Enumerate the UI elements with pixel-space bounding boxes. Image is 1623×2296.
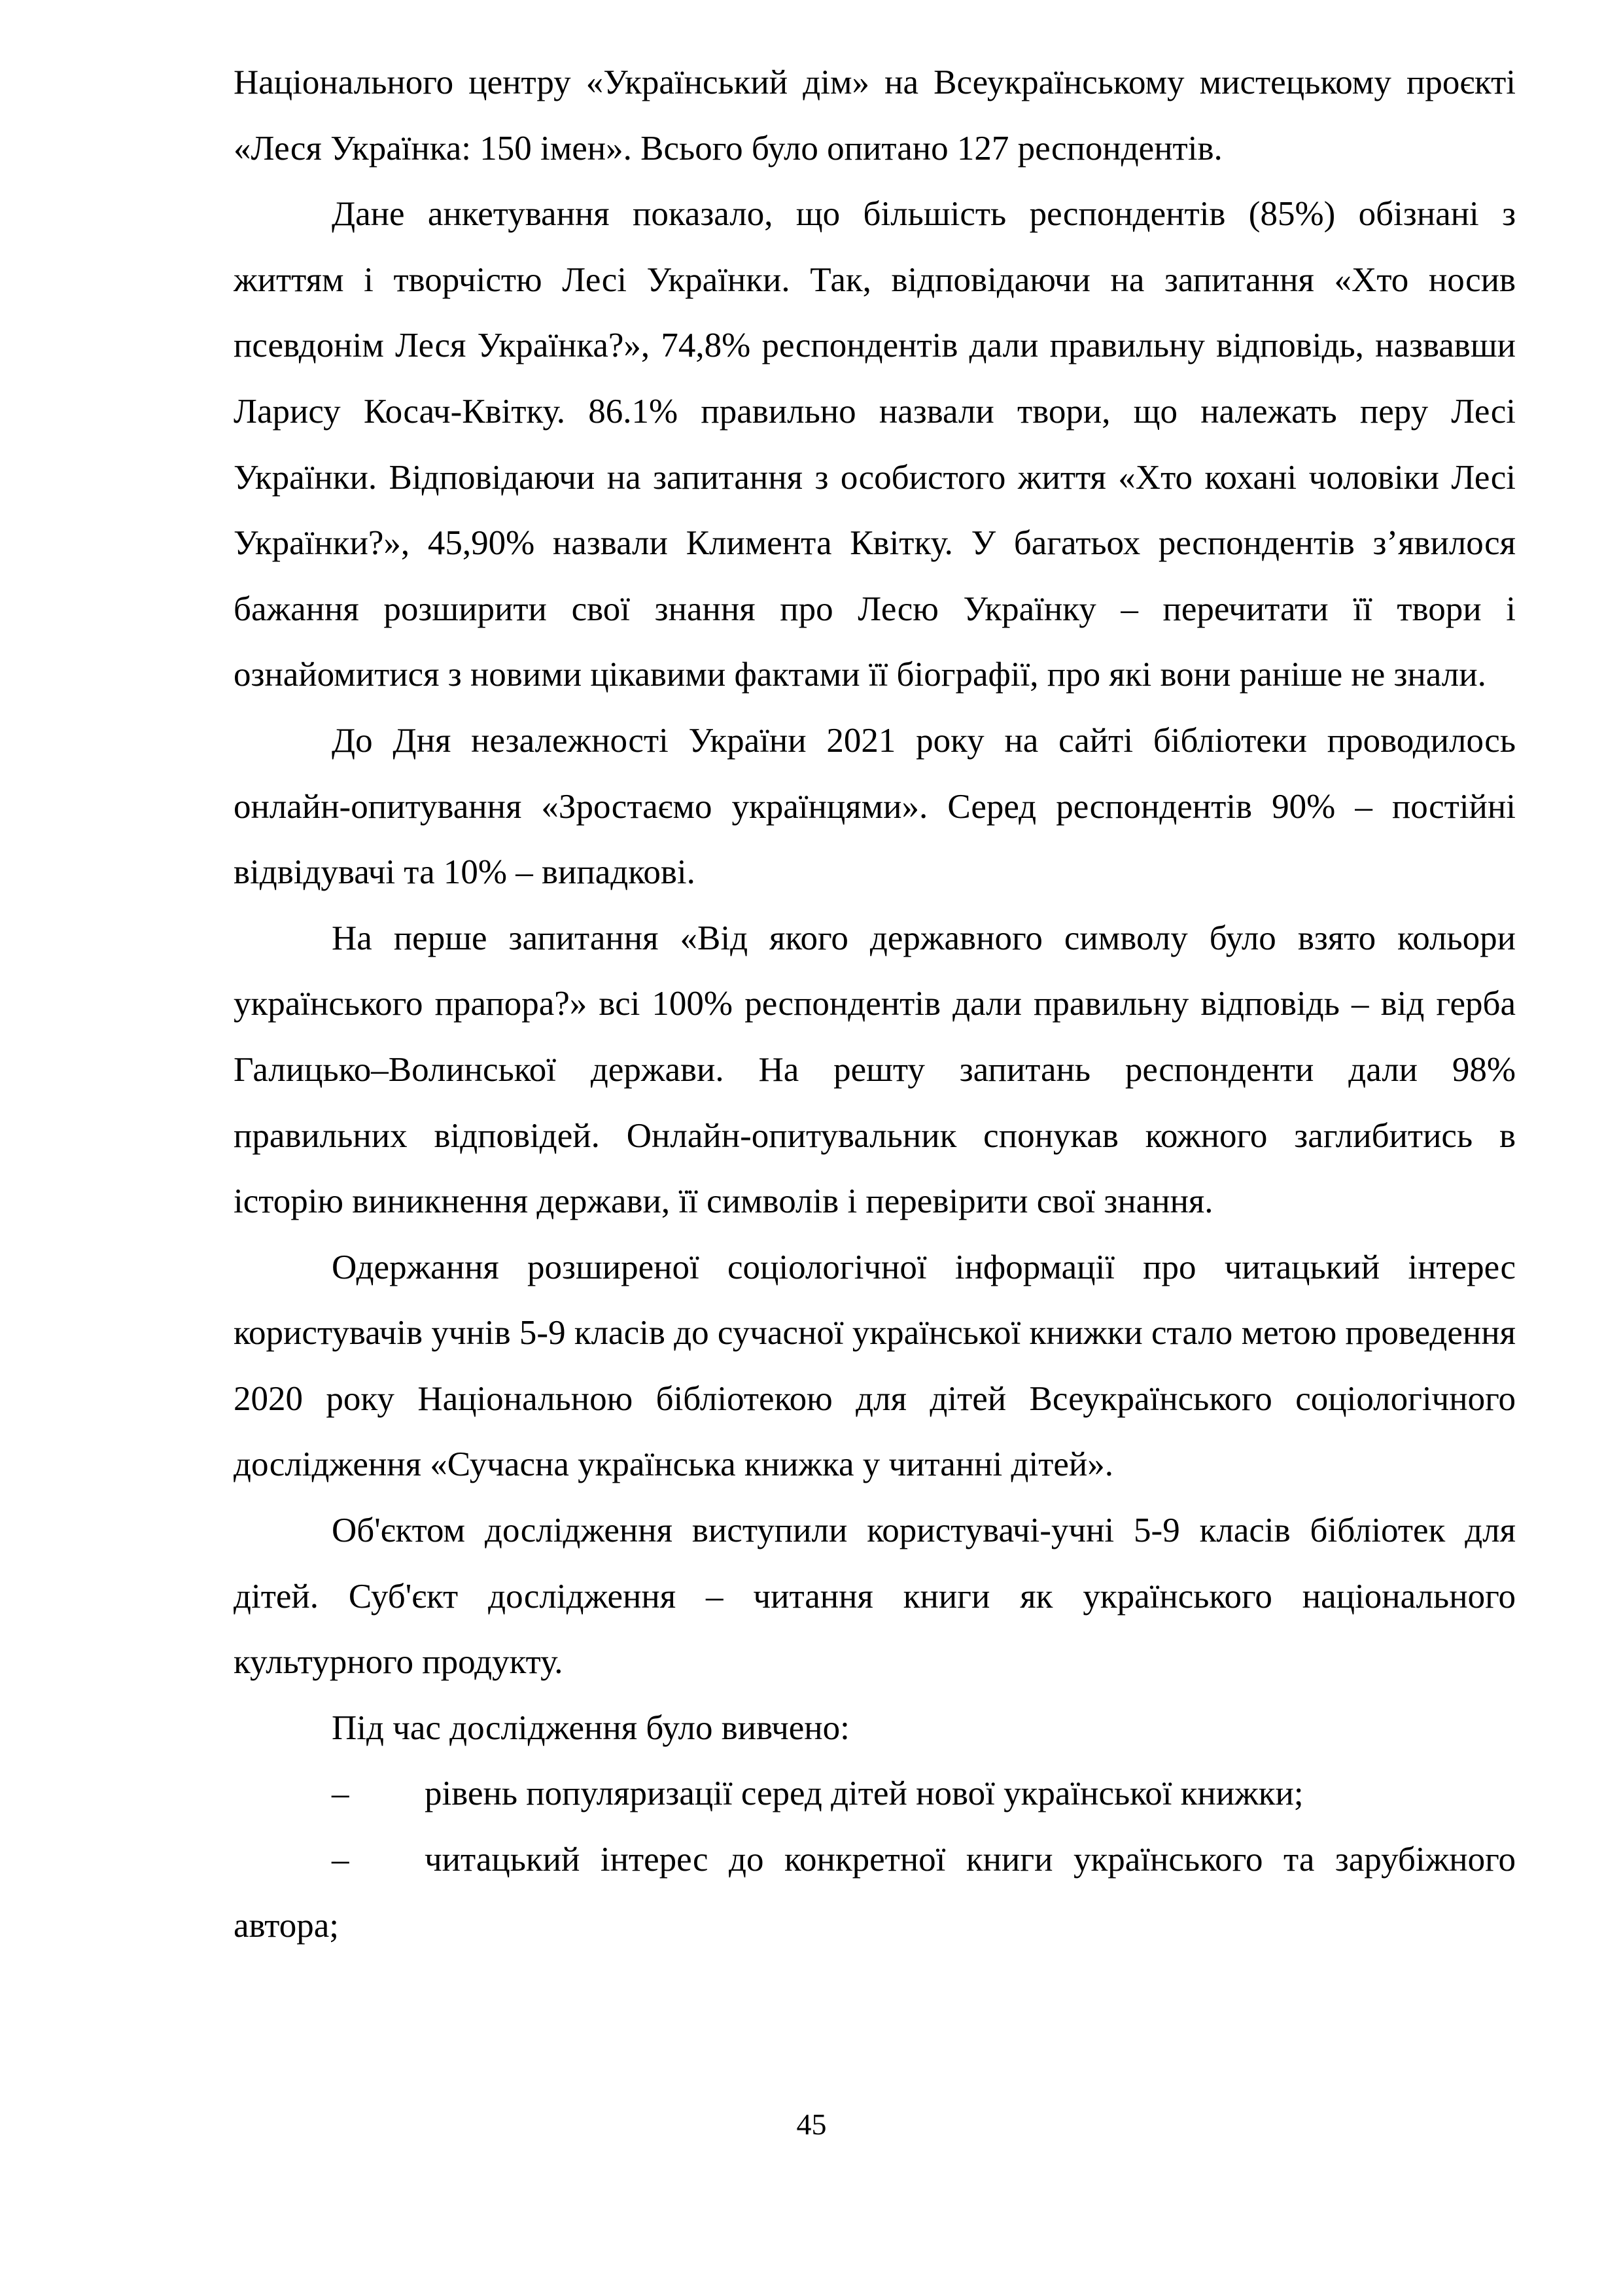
list-dash: – [332, 1775, 349, 1813]
paragraph-sociological-research: Одержання розширеної соціологічної інформації про читацький інтерес користувачів учнів 5-9 класів до сучасної української книжки стало метою проведення 2020 року Національною бібліотекою для дітей Всеукраїнського соціологічного дослідження «Сучасна українська книжка у читанні дітей». [234, 1248, 1516, 1484]
paragraph-flag-question: На перше запитання «Від якого державного символу було взято кольори українського прапора?» всі 100% респондентів дали правильну відповідь – від герба Галицько–Волинської держави. На решту запитань респонденти дали 98% правильних відповідей. Онлайн-опитувальник спонукав кожного заглибитись в історію виникнення держави, її символів і перевірити свої знання. [234, 919, 1516, 1221]
paragraph-survey-results: Дане анкетування показало, що більшість респондентів (85%) обізнані з життям і творчістю Лесі Українки. Так, відповідаючи на запитання «Хто носив псевдонім Леся Українка?», 74,8% респондентів дали правильну відповідь, назвавши Ларису Косач-Квітку. 86.1% правильно назвали твори, що належать перу Лесі Українки. Відповідаючи на запитання з особистого життя «Хто кохані чоловіки Лесі Українки?», 45,90% назвали Климента Квітку. У багатьох респондентів з’явилося бажання розширити свої знання про Лесю Українку – перечитати її твори і ознайомитися з новими цікавими фактами її біографії, про які вони раніше не знали. [234, 195, 1516, 694]
page-number: 45 [796, 2108, 827, 2141]
paragraph-independence-day-survey: До Дня незалежності України 2021 року на сайті бібліотеки проводилось онлайн-опитування «Зростаємо українцями». Серед респондентів 90% – постійні відвідувачі та 10% – випадкові. [234, 721, 1516, 892]
list-dash: – [332, 1841, 349, 1879]
body-text [234, 50, 1516, 1958]
paragraph-research-intro: Під час дослідження було вивчено: [332, 1708, 850, 1747]
paragraph-continuation: Національного центру «Український дім» на Всеукраїнському мистецькому проєкті «Леся Українка: 150 імен». Всього було опитано 127 респондентів. [234, 63, 1516, 168]
paragraph-research-object: Об'єктом дослідження виступили користувачі-учні 5-9 класів бібліотек для дітей. Суб'єкт дослідження – читання книги як українського національного культурного продукту. [234, 1511, 1516, 1682]
list-item [234, 1827, 1516, 1958]
list-item-text: рівень популяризації серед дітей нової української книжки; [425, 1775, 1304, 1813]
list-item [234, 1761, 1516, 1827]
list-item-text: читацький інтерес до конкретної книги українського та зарубіжного автора; [234, 1841, 1516, 1945]
